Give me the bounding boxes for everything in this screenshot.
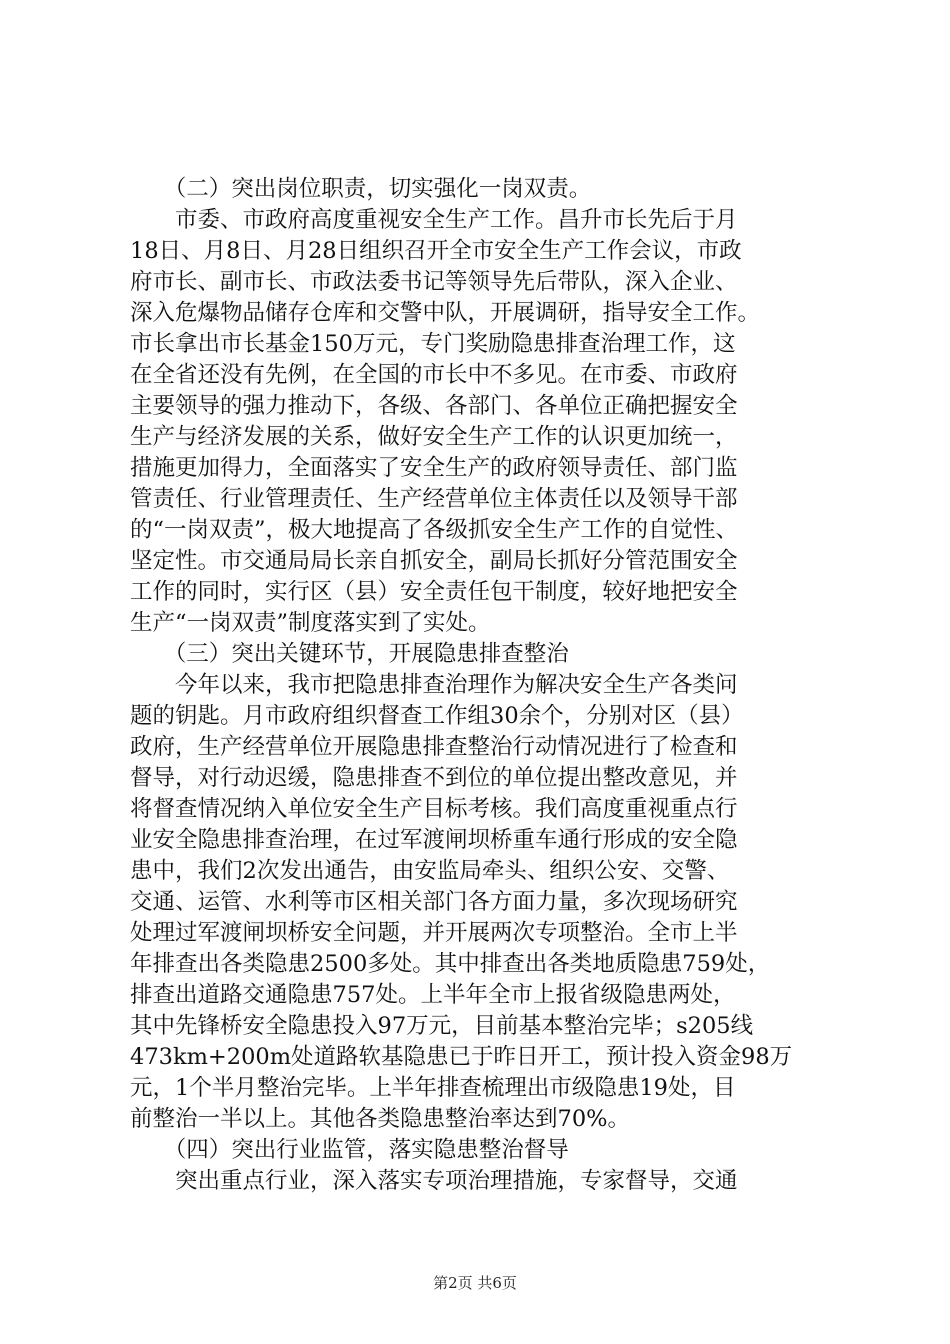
text-line: 其中先锋桥安全隐患投入97万元，目前基本整治完毕；s205线	[130, 1013, 754, 1039]
body-text	[130, 174, 830, 1197]
text-line: 交通、运管、水利等市区相关部门各方面力量，多次现场研究	[130, 889, 738, 915]
text-line: （二）突出岗位职责，切实强化一岗双责。	[130, 176, 592, 202]
text-line: 前整治一半以上。其他各类隐患整治率达到70%。	[130, 1106, 631, 1132]
text-line: 府市长、副市长、市政法委书记等领导先后带队，深入企业、	[130, 269, 738, 295]
text-line: 元，1个半月整治完毕。上半年排查梳理出市级隐患19处，目	[130, 1075, 736, 1101]
text-line: （四）突出行业监管，落实隐患整治督导	[130, 1137, 569, 1163]
text-line: 市委、市政府高度重视安全生产工作。昌升市长先后于月	[130, 207, 738, 233]
page-number-footer: 第2页 共6页	[433, 1274, 517, 1292]
text-line: 患中，我们2次发出通告，由安监局牵头、组织公安、交警、	[130, 858, 730, 884]
text-line: 业安全隐患排查治理，在过军渡闸坝桥重车通行形成的安全隐	[130, 827, 738, 853]
text-line: （三）突出关键环节，开展隐患排查整治	[130, 641, 569, 667]
text-line: 今年以来，我市把隐患排查治理作为解决安全生产各类问	[130, 672, 738, 698]
text-line: 题的钥匙。月市政府组织督查工作组30余个，分别对区（县）	[130, 703, 744, 729]
text-line: 年排查出各类隐患2500多处。其中排查出各类地质隐患759处，	[130, 951, 771, 977]
text-line: 市长拿出市长基金150万元，专门奖励隐患排查治理工作，这	[130, 331, 736, 357]
text-line: 将督查情况纳入单位安全生产目标考核。我们高度重视重点行	[130, 796, 738, 822]
text-line: 措施更加得力，全面落实了安全生产的政府领导责任、部门监	[130, 455, 738, 481]
text-line: 坚定性。市交通局局长亲自抓安全，副局长抓好分管范围安全	[130, 548, 738, 574]
text-line: 管责任、行业管理责任、生产经营单位主体责任以及领导干部	[130, 486, 738, 512]
text-line: 督导，对行动迟缓，隐患排查不到位的单位提出整改意见，并	[130, 765, 738, 791]
text-line: 18日、月8日、月28日组织召开全市安全生产工作会议，市政	[130, 238, 742, 264]
text-line: 排查出道路交通隐患757处。上半年全市上报省级隐患两处，	[130, 982, 736, 1008]
text-line: 处理过军渡闸坝桥安全问题，并开展两次专项整治。全市上半	[130, 920, 738, 946]
text-line: 的“一岗双责”，极大地提高了各级抓安全生产工作的自觉性、	[130, 517, 739, 543]
text-line: 473km+200m处道路软基隐患已于昨日开工，预计投入资金98万	[130, 1044, 793, 1070]
text-line: 工作的同时，实行区（县）安全责任包干制度，较好地把安全	[130, 579, 738, 605]
text-line: 政府，生产经营单位开展隐患排查整治行动情况进行了检查和	[130, 734, 738, 760]
text-line: 在全省还没有先例，在全国的市长中不多见。在市委、市政府	[130, 362, 738, 388]
text-line: 主要领导的强力推动下，各级、各部门、各单位正确把握安全	[130, 393, 738, 419]
text-line: 生产与经济发展的关系，做好安全生产工作的认识更加统一，	[130, 424, 738, 450]
text-line: 突出重点行业，深入落实专项治理措施，专家督导，交通	[130, 1168, 738, 1194]
text-line: 生产“一岗双责”制度落实到了实处。	[130, 610, 491, 636]
text-line: 深入危爆物品储存仓库和交警中队，开展调研，指导安全工作。	[130, 300, 761, 326]
